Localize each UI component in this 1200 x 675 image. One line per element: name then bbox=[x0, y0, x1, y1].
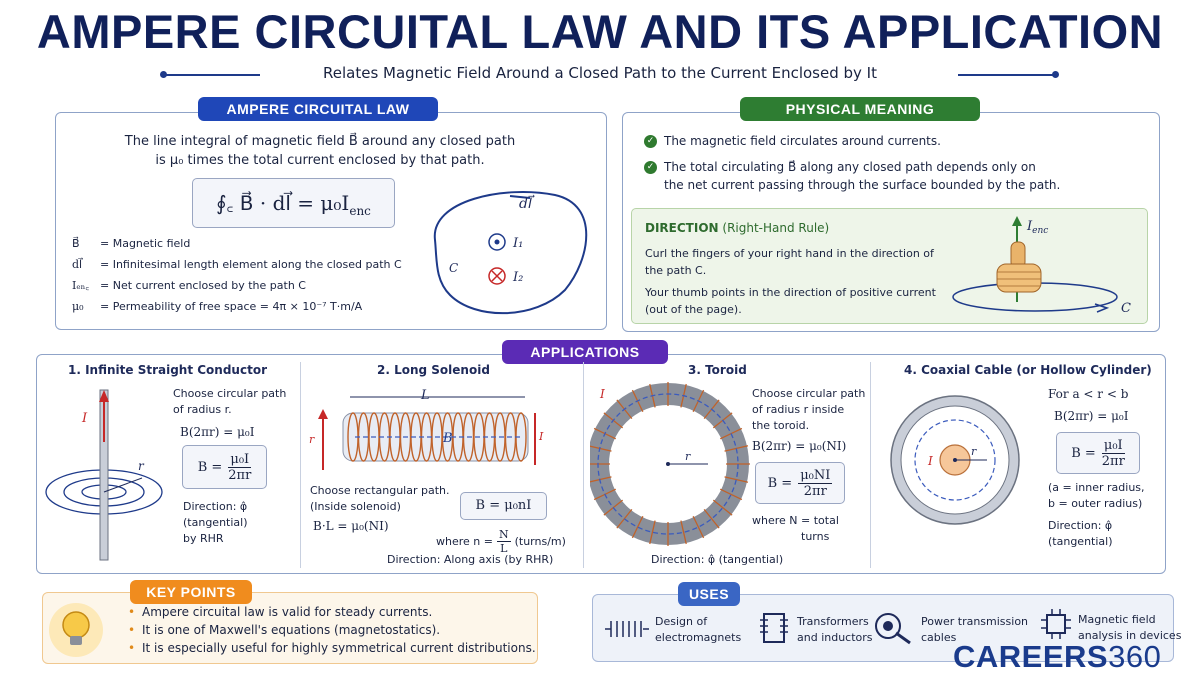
closed-path-diagram bbox=[415, 180, 600, 325]
use3-l2: cables bbox=[921, 631, 957, 644]
use2-l1: Transformers bbox=[797, 615, 869, 628]
path-c-label: C bbox=[449, 261, 459, 275]
page-subtitle: Relates Magnetic Field Around a Closed Path to the Current Enclosed by It bbox=[323, 64, 877, 82]
closed-path-c bbox=[435, 192, 586, 313]
center-point bbox=[953, 458, 957, 462]
list-item: • Ampere circuital law is valid for steady currents. bbox=[128, 603, 536, 621]
solenoid-diagram bbox=[305, 385, 580, 480]
app3-l2: of radius r inside bbox=[752, 403, 845, 416]
loop-c-label: C bbox=[1121, 301, 1131, 316]
app4-eq1: B(2πr) = μ₀I bbox=[1054, 409, 1129, 423]
use4-l1: Magnetic field bbox=[1078, 613, 1156, 626]
left-current-arrowhead bbox=[318, 409, 328, 419]
app2-c1: Choose rectangular path. bbox=[310, 484, 450, 497]
bulb-base bbox=[70, 636, 82, 645]
lightbulb-icon bbox=[46, 600, 106, 660]
app1-l2: of radius r. bbox=[173, 403, 232, 416]
dir-line2: the path C. bbox=[645, 264, 707, 277]
app2-dir: Direction: Along axis (by RHR) bbox=[387, 553, 554, 566]
dir-line4: (out of the page). bbox=[645, 303, 742, 316]
app3-l3: the toroid. bbox=[752, 419, 810, 432]
app3-eq1: B(2πr) = μ₀(NI) bbox=[752, 439, 847, 453]
app2-title: 2. Long Solenoid bbox=[377, 363, 490, 377]
cable-icon bbox=[874, 611, 914, 645]
direction-heading: DIRECTION (Right-Hand Rule) bbox=[645, 221, 830, 235]
app4-dir1: Direction: φ̂ bbox=[1048, 519, 1113, 532]
legend-row: Iₑₙ꜀ = Net current enclosed by the path C bbox=[72, 279, 306, 292]
dir-line3: Your thumb points in the direction of positive current bbox=[645, 286, 936, 299]
i2-label: I₂ bbox=[513, 270, 524, 285]
law-equation-main: ∮꜀ B⃗ · dl⃗ = μ₀I bbox=[216, 191, 350, 215]
app4-title: 4. Coaxial Cable (or Hollow Cylinder) bbox=[904, 363, 1152, 377]
law-desc-line2: is μ₀ times the total current enclosed by that path. bbox=[155, 153, 485, 168]
app4-cond: For a < r < b bbox=[1048, 387, 1129, 401]
app1-i-label: I bbox=[82, 411, 88, 426]
dl-label: dl⃗ bbox=[519, 196, 532, 212]
meaning-label: PHYSICAL MEANING bbox=[740, 97, 980, 121]
app2-l-label: L bbox=[421, 388, 430, 403]
app2-eq2: B = μ₀nI bbox=[460, 492, 547, 520]
straight-conductor-diagram bbox=[42, 382, 172, 567]
use3-l1: Power transmission bbox=[921, 615, 1029, 628]
meaning-point1: The magnetic field circulates around currents. bbox=[664, 134, 941, 148]
right-hand-rule-diagram bbox=[945, 212, 1145, 322]
page-title: AMPERE CIRCUITAL LAW AND ITS APPLICATION bbox=[36, 5, 1164, 58]
ienc-arrowhead bbox=[1012, 216, 1022, 226]
law-legend bbox=[72, 236, 412, 320]
app4-n1: (a = inner radius, bbox=[1048, 481, 1145, 494]
legend-row: μ₀ = Permeability of free space = 4π × 10⁻⁷ T·m/A bbox=[72, 300, 363, 313]
app4-dir2: (tangential) bbox=[1048, 535, 1113, 548]
check-icon: ✓ bbox=[644, 135, 657, 148]
subtitle-line-right bbox=[958, 74, 1053, 76]
law-equation-sub: enc bbox=[349, 204, 371, 218]
app3-dir: Direction: φ̂ (tangential) bbox=[651, 553, 784, 566]
chip-icon bbox=[1038, 606, 1074, 642]
app3-eq2: B = $\frac{\text{μ₀NI}}{2\pi r}$ bbox=[755, 462, 845, 504]
app2-eq1: B·L = μ₀(NI) bbox=[313, 519, 389, 533]
ienc-label: $I_{enc}$ bbox=[1027, 219, 1049, 236]
brand-logo: CAREERS360 bbox=[953, 639, 1162, 674]
app1-title: 1. Infinite Straight Conductor bbox=[68, 363, 267, 377]
law-desc-line1: The line integral of magnetic field B⃗ around any closed path bbox=[124, 134, 516, 149]
app1-dir1: Direction: φ̂ bbox=[183, 500, 248, 513]
uses-label: USES bbox=[678, 582, 740, 606]
app4-eq2: B = $\frac{\text{μ₀I}}{2\pi r}$ bbox=[1056, 432, 1140, 474]
coil-icon bbox=[603, 618, 651, 640]
app1-dir3: by RHR bbox=[183, 532, 224, 545]
divider bbox=[300, 362, 301, 568]
subtitle-dot-right bbox=[1052, 71, 1059, 78]
app2-b-label: B bbox=[443, 431, 453, 446]
app1-dir2: (tangential) bbox=[183, 516, 248, 529]
use1-l2: electromagnets bbox=[655, 631, 742, 644]
i2-cross bbox=[492, 271, 502, 281]
app4-n2: b = outer radius) bbox=[1048, 497, 1143, 510]
list-item: • It is one of Maxwell's equations (magnetostatics). bbox=[128, 621, 536, 639]
app2-i-label: I bbox=[539, 430, 544, 443]
app3-where2: turns bbox=[801, 530, 830, 543]
app4-i-label: I bbox=[928, 454, 933, 468]
dir-line1: Curl the fingers of your right hand in the direction of bbox=[645, 247, 934, 260]
toroid-diagram bbox=[590, 382, 750, 552]
i1-dot bbox=[495, 240, 500, 245]
meaning-point2-line1: The total circulating B⃗ along any closed path depends only on bbox=[664, 160, 1036, 174]
app1-l1: Choose circular path bbox=[173, 387, 287, 400]
app3-where1: where N = total bbox=[752, 514, 839, 527]
app3-i-label: I bbox=[600, 387, 605, 401]
center-point bbox=[666, 462, 670, 466]
legend-row: dl⃗ = Infinitesimal length element along the closed path C bbox=[72, 258, 402, 271]
app1-eq1: B(2πr) = μ₀I bbox=[180, 425, 255, 439]
app3-l1: Choose circular path bbox=[752, 387, 866, 400]
app2-r-label: r bbox=[309, 433, 315, 446]
law-equation bbox=[192, 178, 395, 228]
use1-l1: Design of bbox=[655, 615, 708, 628]
divider bbox=[870, 362, 871, 568]
i1-label: I₁ bbox=[513, 236, 524, 251]
app1-eq2: B = $\frac{\text{μ₀I}}{2\pi r}$ bbox=[182, 445, 267, 489]
app3-r-label: r bbox=[685, 450, 691, 463]
divider bbox=[583, 362, 584, 568]
meaning-point2-line2: the net current passing through the surface bounded by the path. bbox=[664, 178, 1061, 192]
key-points-list bbox=[128, 603, 536, 657]
coaxial-diagram bbox=[883, 385, 1033, 535]
app1-r-label: r bbox=[138, 459, 144, 473]
use4-l2: analysis in devices bbox=[1078, 629, 1182, 642]
legend-row: B⃗ = Magnetic field bbox=[72, 237, 191, 250]
app2-where: where n = $\frac{N}{L}$ (turns/m) bbox=[436, 528, 566, 555]
app4-r-label: r bbox=[971, 445, 977, 458]
bulb-glass bbox=[63, 612, 89, 638]
list-item: • It is especially useful for highly symmetrical current distributions. bbox=[128, 639, 536, 657]
fist-icon bbox=[997, 264, 1041, 292]
check-icon: ✓ bbox=[644, 161, 657, 174]
applications-label: APPLICATIONS bbox=[502, 340, 668, 364]
law-label: AMPERE CIRCUITAL LAW bbox=[198, 97, 438, 121]
transformer-icon bbox=[758, 610, 790, 646]
app2-c2: (Inside solenoid) bbox=[310, 500, 401, 513]
app3-title: 3. Toroid bbox=[688, 363, 747, 377]
key-points-label: KEY POINTS bbox=[130, 580, 252, 604]
use2-l2: and inductors bbox=[797, 631, 873, 644]
